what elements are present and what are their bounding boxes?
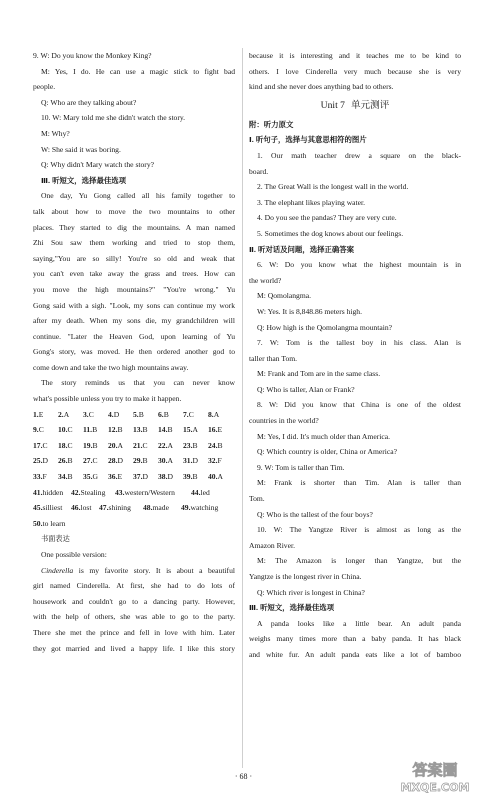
answer-item	[33, 422, 58, 438]
passage-line: places. They started to dig the mountains. A man named	[33, 222, 235, 232]
answer-number: 44.	[191, 487, 201, 497]
answer-value: to learn	[42, 518, 66, 528]
answer-value: C	[88, 409, 94, 419]
answer-item	[108, 407, 133, 423]
answer-value: A	[192, 425, 198, 435]
answer-item	[158, 469, 183, 485]
passage-line: talk about how to move the two mountains to other	[33, 206, 235, 216]
right-column	[249, 48, 461, 663]
answer-value: A	[117, 440, 123, 450]
answer-item	[181, 500, 231, 516]
watermark-logo	[389, 756, 481, 796]
answer-value: C	[38, 425, 44, 435]
answer-number: 41.	[33, 487, 43, 497]
answer-number: 30.	[158, 456, 168, 466]
dialog-line: M: Frank is shorter than Tim. Alan is taller than	[257, 478, 461, 488]
answer-value: watching	[190, 503, 219, 513]
sentence-line: 2. The Great Wall is the longest wall in the world.	[257, 182, 409, 192]
unit-title: Unit 7 单元测评	[320, 99, 390, 111]
answer-value: B	[138, 409, 144, 419]
passage-line: come down and take the two high mountains away.	[33, 362, 189, 372]
answer-row	[33, 469, 235, 485]
sentence-line: 5. Sometimes the dog knows about our feelings.	[257, 228, 404, 238]
answer-number: 36.	[108, 472, 118, 482]
answer-item	[33, 500, 71, 516]
answer-item	[183, 407, 208, 423]
answer-value: hidden	[42, 487, 64, 497]
answer-item	[33, 469, 58, 485]
answer-number: 14.	[158, 425, 168, 435]
answer-item	[33, 453, 58, 469]
essay-line: they got married and lived a happy life. I like this story	[33, 643, 235, 653]
dialog-line: M: The Amazon is longer than Yangtze, but the	[257, 556, 461, 566]
dialog-line: countries in the world?	[249, 416, 319, 426]
answer-number: 3.	[83, 409, 89, 419]
answer-row	[33, 485, 235, 501]
essay-line: with the help of others, she was able to go to the party.	[33, 612, 235, 622]
answer-number: 40.	[208, 472, 218, 482]
answer-value: D	[42, 456, 48, 466]
answer-number: 2.	[58, 409, 64, 419]
answer-number: 5.	[133, 409, 139, 419]
answer-number: 7.	[183, 409, 189, 419]
answer-item	[58, 407, 83, 423]
answer-value: Stealing	[80, 487, 106, 497]
answer-number: 49.	[181, 503, 191, 513]
answer-number: 18.	[58, 440, 68, 450]
essay-line: girl named Cinderella. At first, she had to do lots of	[33, 581, 235, 591]
dialog-line: Q: Who is taller, Alan or Frank?	[257, 384, 355, 394]
passage-line: you move the high mountains?" "You're wrong." Yu	[33, 284, 235, 294]
answer-number: 15.	[183, 425, 193, 435]
answer-item	[158, 407, 183, 423]
answer-item	[58, 453, 83, 469]
answer-value: lost	[80, 503, 92, 513]
answer-number: 48.	[143, 503, 153, 513]
answer-item	[158, 438, 183, 454]
column-divider	[242, 48, 243, 768]
answer-number: 32.	[208, 456, 218, 466]
dialog-line: the world?	[249, 275, 282, 285]
answer-value: A	[217, 472, 223, 482]
dialog-line: Q: How high is the Qomolangma mountain?	[257, 322, 392, 332]
answer-number: 1.	[33, 409, 39, 419]
answer-value: A	[63, 409, 70, 419]
answer-value: F	[217, 456, 222, 466]
dialog-line: Tom.	[249, 494, 265, 504]
answer-row	[33, 500, 235, 516]
answer-item	[71, 500, 99, 516]
answer-row	[33, 438, 235, 454]
dialog-line: 10. W: Mary told me she didn't watch the story.	[41, 113, 186, 123]
dialog-line: Q: Which country is older, China or America?	[257, 447, 398, 457]
answer-value: D	[167, 472, 173, 482]
section-heading: Ⅰ. 听句子，选择与其意思相符的图片	[249, 135, 367, 145]
dialog-line: M: Qomolangma.	[257, 291, 311, 301]
answer-key	[33, 407, 235, 532]
answer-item	[143, 500, 181, 516]
dialog-line: Q: Why didn't Mary watch the story?	[41, 160, 155, 170]
answer-number: 21.	[133, 440, 143, 450]
answer-item	[208, 422, 233, 438]
answer-number: 4.	[108, 409, 114, 419]
passage-line: and white fur. An adult panda eats like a lot of bamboo	[249, 649, 461, 659]
sentence-line: 3. The elephant likes playing water.	[257, 197, 366, 207]
answer-value: E	[117, 472, 123, 482]
answer-item	[99, 500, 143, 516]
answer-number: 10.	[58, 425, 68, 435]
answer-row	[33, 453, 235, 469]
answer-value: A	[167, 440, 173, 450]
dialog-line: M: Frank and Tom are in the same class.	[257, 369, 381, 379]
answer-number: 23.	[183, 440, 193, 450]
story-title: Cinderella	[41, 565, 74, 575]
answer-number: 6.	[158, 409, 164, 419]
dialog-line: M: Yes, I did. It's much older than America.	[257, 431, 390, 441]
answer-item	[133, 407, 158, 423]
passage-line: Gong's story, was moved. He then ordered another god to	[33, 347, 235, 357]
answer-number: 28.	[108, 456, 118, 466]
essay-version: One possible version:	[41, 550, 107, 559]
essay-line: housework and couldn't go to a dancing party. However,	[33, 596, 235, 606]
answer-number: 27.	[83, 456, 93, 466]
answer-value: led	[200, 487, 210, 497]
answer-number: 25.	[33, 456, 43, 466]
answer-number: 26.	[58, 456, 68, 466]
answer-number: 43.	[115, 487, 125, 497]
answer-item	[108, 422, 133, 438]
answer-number: 11.	[83, 425, 93, 435]
answer-value: B	[92, 425, 98, 435]
answer-item	[133, 453, 158, 469]
answer-value: B	[192, 472, 198, 482]
answer-row	[33, 422, 235, 438]
answer-value: B	[142, 425, 148, 435]
answer-item	[108, 438, 133, 454]
answer-number: 29.	[133, 456, 143, 466]
answer-number: 38.	[158, 472, 168, 482]
answer-number: 35.	[83, 472, 93, 482]
answer-item	[133, 422, 158, 438]
answer-item	[33, 438, 58, 454]
answer-item	[133, 438, 158, 454]
page-number: · 68 ·	[234, 772, 253, 781]
answer-item	[58, 438, 83, 454]
section-heading: Ⅲ. 听短文，选择最佳选项	[41, 175, 127, 185]
answer-value: C	[188, 409, 194, 419]
answer-number: 46.	[71, 503, 81, 513]
answer-value: F	[42, 472, 47, 482]
answer-number: 13.	[133, 425, 143, 435]
answer-number: 33.	[33, 472, 43, 482]
answer-value: B	[167, 425, 173, 435]
answer-item	[208, 407, 233, 423]
dialog-line: W: She said it was boring.	[41, 144, 121, 154]
answer-value: B	[117, 425, 123, 435]
answer-value: D	[117, 456, 123, 466]
passage-line: weighs many times more than a baby panda. It has black	[249, 634, 461, 644]
answer-item	[115, 485, 191, 501]
answer-number: 34.	[58, 472, 68, 482]
answer-number: 22.	[158, 440, 168, 450]
answer-item	[208, 438, 233, 454]
essay-line: because it is interesting and it teaches me to be kind to	[249, 51, 461, 60]
svg-text:答案圈: 答案圈	[412, 761, 458, 779]
answer-item	[71, 485, 115, 501]
answer-row	[33, 407, 235, 423]
answer-number: 45.	[33, 503, 43, 513]
answer-item	[83, 438, 108, 454]
answer-value: G	[92, 472, 98, 482]
answer-value: E	[217, 425, 223, 435]
section-heading: Ⅲ. 听短文，选择最佳选项	[249, 603, 335, 613]
essay-line: There she met the prince and fell in love with him. Later	[33, 627, 235, 637]
dialog-line: 8. W: Did you know that China is one of the oldest	[257, 400, 461, 410]
answer-item	[183, 469, 208, 485]
dialog-line: 7. W: Tom is the tallest boy in his class. Alan is	[257, 338, 461, 348]
passage-line: saying,"You are so silly! You're so old and weak that	[33, 253, 235, 263]
answer-value: B	[163, 409, 169, 419]
dialog-line: 9. W: Do you know the Monkey King?	[33, 51, 152, 60]
answer-item	[183, 422, 208, 438]
answer-item	[33, 516, 93, 532]
passage-line: what's possible unless you try to make it happen.	[33, 394, 182, 404]
sentence-line: 1. Our math teacher drew a square on the black-	[257, 150, 461, 160]
answer-value: C	[142, 440, 148, 450]
answer-number: 31.	[183, 456, 193, 466]
answer-item	[58, 422, 83, 438]
essay-heading: 书面表达	[41, 534, 70, 544]
passage-line: you can't even take away the grass and trees. How can	[33, 269, 235, 279]
passage-line: continue. "Later the Heaven God, upon learning of Yu	[33, 331, 235, 341]
answer-number: 12.	[108, 425, 118, 435]
essay-line: Cinderella is my favorite story. It is about a beautiful	[41, 565, 235, 575]
answer-number: 50.	[33, 518, 43, 528]
answer-item	[83, 469, 108, 485]
answer-value: C	[42, 440, 48, 450]
svg-text:MXQE.COM: MXQE.COM	[400, 781, 470, 794]
passage-line: A panda looks like a little bear. An adult panda	[257, 618, 461, 628]
answer-value: B	[142, 456, 148, 466]
answer-item	[108, 469, 133, 485]
answer-value: C	[67, 425, 73, 435]
dialog-line: Yangtze is the longest river in China.	[249, 572, 362, 581]
answer-value: C	[67, 440, 73, 450]
dialog-line: M: Yes, I do. He can use a magic stick to fight bad	[41, 66, 235, 76]
answer-item	[33, 485, 71, 501]
answer-number: 42.	[71, 487, 81, 497]
dialog-line: taller than Tom.	[249, 353, 298, 363]
answer-item	[208, 453, 233, 469]
answer-item	[183, 438, 208, 454]
answer-value: made	[152, 503, 169, 513]
answer-value: A	[213, 409, 220, 419]
answer-item	[83, 407, 108, 423]
answer-value: B	[217, 440, 223, 450]
answer-number: 20.	[108, 440, 118, 450]
answer-number: 9.	[33, 425, 39, 435]
essay-line: kind and she never does anything bad to others.	[249, 82, 394, 92]
answer-value: silliest	[42, 503, 63, 513]
answer-item	[33, 407, 58, 423]
answer-number: 37.	[133, 472, 143, 482]
answer-number: 24.	[208, 440, 218, 450]
dialog-line: Amazon River.	[249, 540, 295, 550]
answer-item	[133, 469, 158, 485]
answer-number: 17.	[33, 440, 43, 450]
answer-value: B	[67, 472, 73, 482]
answer-item	[191, 485, 221, 501]
answer-value: A	[167, 456, 173, 466]
answer-number: 47.	[99, 503, 109, 513]
sentence-line: 4. Do you see the pandas? They are very cute.	[257, 213, 397, 223]
answer-number: 39.	[183, 472, 193, 482]
answer-number: 16.	[208, 425, 218, 435]
answer-row	[33, 516, 235, 532]
dialog-line: Q: Who is the tallest of the four boys?	[257, 509, 373, 519]
answer-item	[208, 469, 233, 485]
answer-number: 8.	[208, 409, 214, 419]
dialog-line: Q: Which river is longest in China?	[257, 587, 365, 597]
answer-value: D	[113, 409, 120, 419]
answer-item	[158, 422, 183, 438]
answer-item	[58, 469, 83, 485]
sentence-line: board.	[249, 166, 269, 176]
passage-line: One day, Yu Gong called all his family together to	[41, 191, 235, 201]
section-heading: Ⅱ. 听对话及问题，选择正确答案	[249, 244, 355, 254]
passage-line: Zhi Sou saw them working and tried to stop them,	[33, 238, 235, 248]
dialog-line: 6. W: Do you know what the highest mountain is in	[257, 260, 461, 270]
answer-value: E	[38, 409, 44, 419]
answer-value: B	[92, 440, 98, 450]
essay-line: others. I love Cinderella very much because she is very	[249, 66, 461, 76]
dialog-line: 10. W: The Yangtze River is almost as long as the	[257, 525, 461, 535]
passage-line: after my death. When my sons die, my grandchildren will	[33, 316, 235, 326]
left-column	[33, 48, 235, 656]
answer-value: D	[142, 472, 148, 482]
answer-number: 19.	[83, 440, 93, 450]
dialog-line: people.	[33, 82, 56, 92]
answer-item	[83, 422, 108, 438]
answer-item	[108, 453, 133, 469]
answer-value: B	[192, 440, 198, 450]
passage-line: Gong said with a sigh. "Look, my sons can continue my work	[33, 300, 235, 310]
answer-value: shining	[108, 503, 131, 513]
section-heading: 附：听力原文	[249, 119, 294, 129]
dialog-line: M: Why?	[41, 128, 70, 138]
passage-line: The story reminds us that you can never know	[41, 378, 235, 388]
answer-value: B	[67, 456, 73, 466]
answer-item	[83, 453, 108, 469]
answer-item	[183, 453, 208, 469]
dialog-line: 9. W: Tom is taller than Tim.	[257, 462, 345, 472]
dialog-line: W: Yes. It is 8,848.86 meters high.	[257, 306, 362, 316]
answer-item	[158, 453, 183, 469]
answer-value: C	[92, 456, 98, 466]
answer-value: western/Western	[124, 487, 175, 497]
dialog-line: Q: Who are they talking about?	[41, 97, 137, 107]
answer-value: D	[192, 456, 198, 466]
